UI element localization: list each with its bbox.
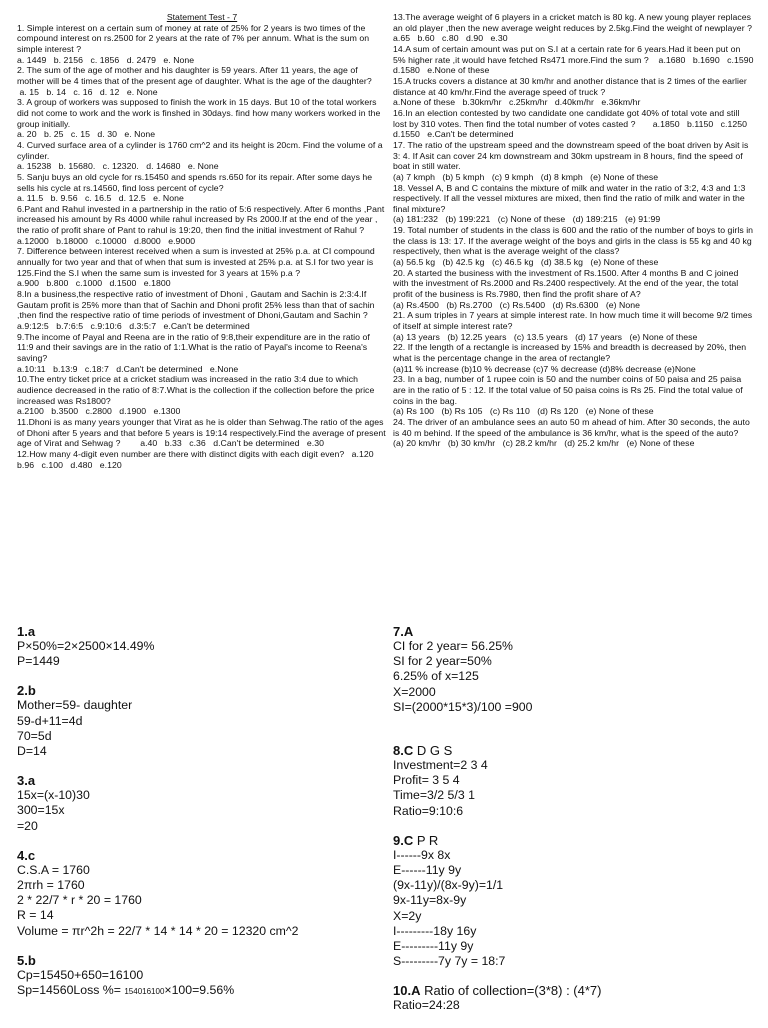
answer-working: P×50%=2×2500×14.49% P=1449 (17, 639, 155, 669)
questions-left-text: 1. Simple interest on a certain sum of money at rate of 25% for 2 years is two times of the compound interest on rs.2500 for 2 years at the rate of 7% per annum. What is the sum on simple interest ? a. 1449 b. 2156 c. 1856 d. 2479 e. None 2. The sum of the age of mother and his daughter is 59 years. After 11 years, the age of mother will be 4 times that of the present age of daughter. What is the age of the daughter? a. 15 b. 14 c. 16 d. 12 e. None 3. A group of workers was supposed to finish the work in 15 days. But 10 of the total workers did not come to work and the work is finshed in 30days. find how many workers worked in the group initially. a. 20 b. 25 c. 15 d. 30 e. None 4. Curved surface area of a cylinder is 1760 cm^2 and its height is 20cm. Find the volume of a cylinder. a. 15238 b. 15680. c. 12320. d. 14680 e. None 5. Sanju buys an old cycle for rs.15450 and spends rs.650 for its repair. After some days he sells his cycle at rs.14560, find loss percent of cycle? a. 11.5 b. 9.56 c. 16.5 d. 12.5 e. None 6.Pant and Rahul invested in a partnership in the ratio of 5:6 respectively. After 6 months ,Pant increased his amount by Rs 4000 while rahul increased by Rs 2000.If at the end of the year , the ratio of profit share of Pant to rahul is 19:20, then find the initial investment of Rahul ? a.12000 b.18000 c.10000 d.8000 e.9000 7. Difference between interest received when a sum is invested at 25% p.a. at CI compound annually for two year and that of when that sum is invested at 25% p.a. at S.I for two year is 125.Find the S.I when the same sum is invested for 3 years at 15% p.a ? a.900 b.800 c.1000 d.1500 e.1800 8.In a business,the respective ratio of investment of Dhoni , Gautam and Sachin is 2:3:4.If Gautam profit is 25% more than that of Sachin and Dhoni profit 25% less than that of sachin ,then find the respective ratio of time periods of investment of Dhoni,Gautam and Sachin ? a.9:12:5 b.7:6:5 c.9:10:6 d.3:5:7 e.Can't be determined 9.The income of Payal and Reena are in the ratio of 9:8,their expenditure are in the ratio of 11:9 and their savings are in the ratio of 1:1.What is the ratio of Payal's income to Reena's saving? a.10:11 b.13:9 c.18:7 d.Can't be determined e.None 10.The entry ticket price at a cricket stadium was increased in the ratio 3:4 due to which audience decreased in the ratio of 8:7.What is the collection if the collection before the price increased was Rs1800? a.2100 b.3500 c.2800 d.1900 e.1300 11.Dhoni is as many years younger that Virat as he is older than Sehwag.The ratio of the ages of Dhoni after 5 years and that before 5 years is 19:14 respectively.Find the average of present age of Virat and Sehwag ? a.40 b.33 c.36 d.Can't be determined e.30 12.How many 4-digit even number are there with distinct digits with each digit even? a.120 b.96 c.100 d.480 e.120 (17, 22, 386, 470)
loss-fraction-small: 154016100 (124, 987, 165, 997)
answer-working: Cp=15450+650=16100 (17, 967, 144, 982)
answer-8 (393, 743, 733, 819)
questions-right-text: 13.The average weight of 6 players in a cricket match is 80 kg. A new young player replaces an old player ,then the new average weight reduces by 2.5kg.Find the weight of newplayer ? a.65 b.60 c.80 d.90 e.30 14.A sum of certain amount was put on S.I at a certain rate for 6 years.Had it been put on 5% higher rate ,it would have fetched Rs471 more.Find the sum ? a.1680 b.1690 c.1590 d.1580 e.None of these 15.A trucks covers a distance at 30 km/hr and another distance that is 2 times of the earlier distance at 40 km/hr.Find the average speed of truck ? a.None of these b.30km/hr c.25km/hr d.40km/hr e.36km/hr 16.In an election contested by two candidate one candidate got 40% of total vote and still lost by 310 votes. Then find the total number of votes casted ? a.1850 b.1150 c.1250 d.1550 e.Can't be determined 17. The ratio of the upstream speed and the downstream speed of the boat driven by Asit is 3: 4. If Asit can cover 24 km downstream and 30km upstream in 8 hours, find the speed of boat in still water. (a) 7 kmph (b) 5 kmph (c) 9 kmph (d) 8 kmph (e) None of these 18. Vessel A, B and C contains the mixture of milk and water in the ratio of 3:2, 4:3 and 1:3 respectively. If all the vessel mixtures are mixed, then find the ratio of milk and water in the final mixture? (a) 181:232 (b) 199:221 (c) None of these (d) 189:215 (e) 91:99 19. Total number of students in the class is 600 and the ratio of the number of boys to girls in the class is 13: 17. If the average weight of the boys and girls in the class is 55 kg and 40 kg respectively, then what is the average weight of the class? (a) 56.5 kg (b) 42.5 kg (c) 46.5 kg (d) 38.5 kg (e) None of these 20. A started the business with the investment of Rs.1500. After 4 months B and C joined with the investment of Rs.2000 and Rs.2400 respectively. At the end of the year, the total profit of the business is Rs.7980, then find the profit share of A? (a) Rs.4500 (b) Rs.2700 (c) Rs.5400 (d) Rs.6300 (e) None 21. A sum triples in 7 years at simple interest rate. In how much time it will become 9/2 times of itself at simple interest rate? (a) 13 years (b) 12.25 years (c) 13.5 years (d) 17 years (e) None of these 22. If the length of a rectangle is increased by 15% and breadth is decreased by 20%, then what is the percentage change in the area of rectangle? (a)11 % increase (b)10 % decrease (c)7 % decrease (d)8% decrease (e)None 23. In a bag, number of 1 rupee coin is 50 and the number coins of 50 paisa and 25 paisa are in the ratio of 5 : 12. If the total value of 50 paisa coins is Rs 25. Find the total value of coins in the bag. (a) Rs 100 (b) Rs 105 (c) Rs 110 (d) Rs 120 (e) None of these 24. The driver of an ambulance sees an auto 50 m ahead of him. After 30 seconds, the auto is 40 m behind. If the speed of the ambulance is 36 km/hr, what is the speed of the auto? (a) 20 km/hr (b) 30 km/hr (c) 28.2 km/hr (d) 25.2 km/hr (e) None of these (393, 12, 754, 449)
questions-column-right (393, 12, 755, 449)
answers-column-left (17, 624, 347, 1013)
answer-working: Investment=2 3 4 Profit= 3 5 4 Time=3/2 5/3 1 Ratio=9:10:6 (393, 758, 488, 818)
answer-10 (393, 983, 733, 1013)
answer-working: Ratio=24:28 (393, 998, 460, 1013)
answer-heading: 7.A (393, 624, 414, 639)
answer-3 (17, 773, 347, 834)
answer-heading: 1.a (17, 624, 36, 639)
page-title: Statement Test - 7 (166, 12, 238, 22)
answer-1 (17, 624, 347, 669)
answer-9 (393, 833, 733, 970)
answer-working: Mother=59- daughter 59-d+11=4d 70=5d D=14 (17, 698, 133, 759)
answers-column-right (393, 624, 733, 1028)
answer-7 (393, 624, 733, 715)
answer-working: CI for 2 year= 56.25% SI for 2 year=50% 6.25% of x=125 X=2000 SI=(2000*15*3)/100 =900 (393, 639, 533, 714)
answer-5 (17, 953, 347, 999)
loss-result: ×100=9.56% (164, 983, 235, 998)
questions-column-left (17, 12, 387, 470)
answer-heading: 4.c (17, 847, 36, 863)
answer-heading: 10.A Ratio of collection=(3*8) : (4*7) (393, 983, 602, 999)
answer-2 (17, 683, 347, 759)
answer-working: C.S.A = 1760 2πrh = 1760 2 * 22/7 * r * 20 = 1760 R = 14 Volume = πr^2h = 22/7 * 14 * 14 * 20 = 12320 cm^2 (17, 862, 299, 938)
answer-heading: 8.C D G S (393, 743, 453, 759)
answer-heading: 5.b (17, 952, 36, 968)
answer-heading: 3.a (17, 773, 36, 789)
answer-working-loss (17, 983, 347, 999)
answer-heading: 2.b (17, 683, 36, 699)
loss-text: Sp=14560Loss %= (17, 983, 125, 998)
answer-working: I------9x 8x E------11y 9y (9x-11y)/(8x-9y)=1/1 9x-11y=8x-9y X=2y I---------18y 16y E---------11y 9y S---------7y 7y = 18:7 (393, 847, 506, 969)
answer-heading: 9.C P R (393, 832, 439, 848)
answer-working: 15x=(x-10)30 300=15x =20 (17, 788, 90, 833)
answer-4 (17, 848, 347, 939)
